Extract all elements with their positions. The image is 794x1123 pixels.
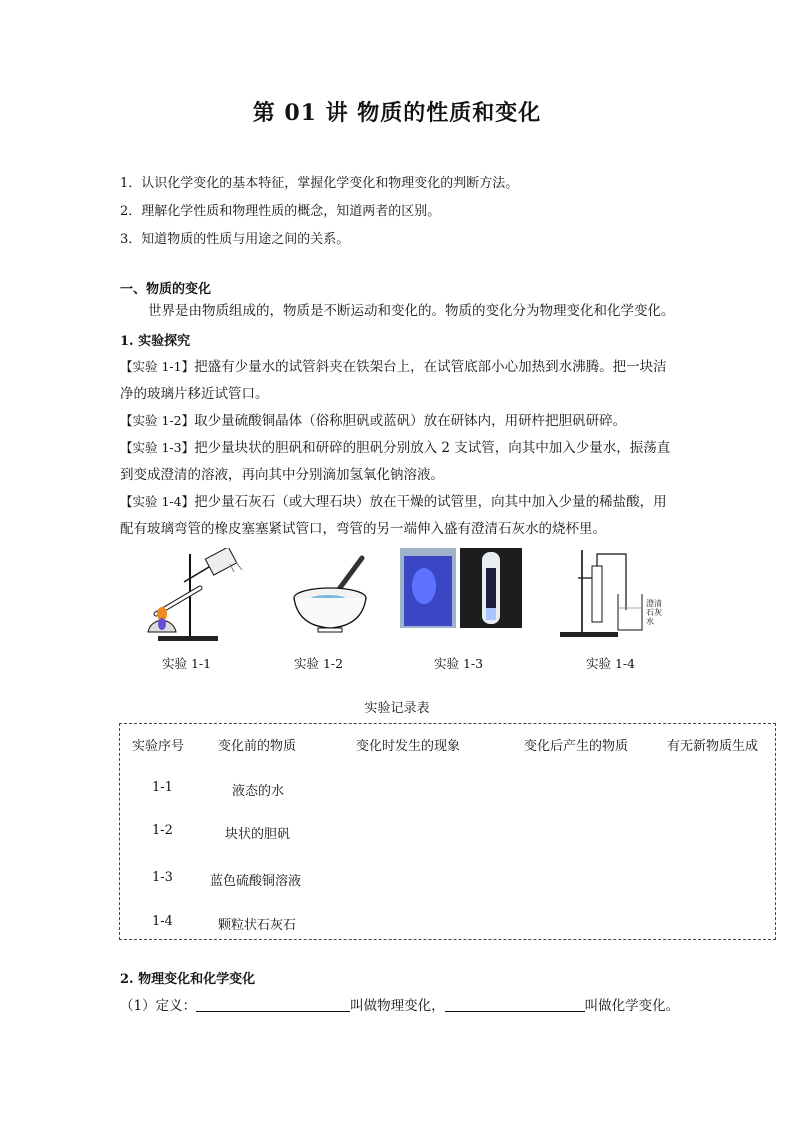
chemical-change-blank[interactable] [445,997,585,1012]
experiment-1-1 [120,353,680,408]
record-table-title: 实验记录表 [364,701,430,716]
experiment-text: 把盛有少量水的试管斜夹在铁架台上，在试管底部小心加热到水沸腾。把一块洁净的玻璃片移近试管口。 [120,359,667,402]
physical-change-blank[interactable] [196,997,350,1012]
learning-goal-3: 3．知道物质的性质与用途之间的关系。 [120,232,350,247]
experiment-1-4 [120,488,680,543]
row-before-substance: 液态的水 [232,784,285,799]
row-id: 1-2 [152,823,173,838]
figure-caption: 实验 1-3 [434,656,484,671]
page-title: 第 01 讲 物质的性质和变化 [252,100,542,126]
experiment-1-3 [120,434,680,489]
limewater-label: 澄清石灰水 [646,599,662,626]
definition-physical-text: 叫做物理变化， [350,998,445,1014]
heating-apparatus-illustration [138,548,258,644]
row-id: 1-4 [152,914,173,929]
experiment-text: 把少量石灰石（或大理石块）放在干燥的试管里，向其中加入少量的稀盐酸，用配有玻璃弯管的橡皮塞塞紧试管口，弯管的另一端伸入盛有澄清石灰水的烧杯里。 [120,494,667,537]
section-heading-changes: 一、物质的变化 [120,282,212,297]
table-header: 变化前的物质 [218,739,297,754]
figure-caption: 实验 1-4 [586,656,636,671]
figure-caption: 实验 1-1 [162,656,212,671]
section-heading-change-types: 2. 物理变化和化学变化 [120,972,256,987]
experiment-tag: 【实验 1-1】 [120,359,195,374]
learning-goal-1: 1．认识化学变化的基本特征，掌握化学变化和物理变化的判断方法。 [120,176,519,191]
learning-goal-2: 2．理解化学性质和物理性质的概念，知道两者的区别。 [120,204,441,219]
intro-paragraph: 世界是由物质组成的，物质是不断运动和变化的。物质的变化分为物理变化和化学变化。 [148,303,675,319]
experiment-tag: 【实验 1-2】 [120,413,195,428]
limestone-acid-apparatus-illustration [556,548,668,640]
table-header: 实验序号 [132,739,185,754]
row-id: 1-3 [152,870,173,885]
table-header: 变化时发生的现象 [356,739,461,754]
definition-prefix: （1）定义： [120,998,197,1014]
definition-line [120,994,679,1014]
row-id: 1-1 [152,780,173,795]
table-header: 变化后产生的物质 [524,739,629,754]
figure-caption: 实验 1-2 [294,656,344,671]
definition-chemical-text: 叫做化学变化。 [584,998,680,1014]
row-before-substance: 块状的胆矾 [225,827,291,842]
row-before-substance: 颗粒状石灰石 [218,918,297,933]
experiment-tag: 【实验 1-4】 [120,494,195,509]
copper-hydroxide-photo [400,548,522,628]
experiment-text: 取少量硫酸铜晶体（俗称胆矾或蓝矾）放在研钵内，用研杵把胆矾研碎。 [194,413,627,429]
sub-heading-experiments: 1. 实验探究 [120,334,191,349]
experiment-text: 把少量块状的胆矾和研碎的胆矾分别放入 2 支试管，向其中加入少量水，振荡直到变成澄清的溶液，再向其中分别滴加氢氧化钠溶液。 [120,440,671,483]
experiment-tag: 【实验 1-3】 [120,440,195,455]
record-table [119,723,776,940]
table-header: 有无新物质生成 [667,739,759,754]
row-before-substance: 蓝色硫酸铜溶液 [210,874,302,889]
experiment-1-2 [120,407,680,435]
experiment-figures [118,548,698,678]
mortar-pestle-illustration [288,548,378,638]
